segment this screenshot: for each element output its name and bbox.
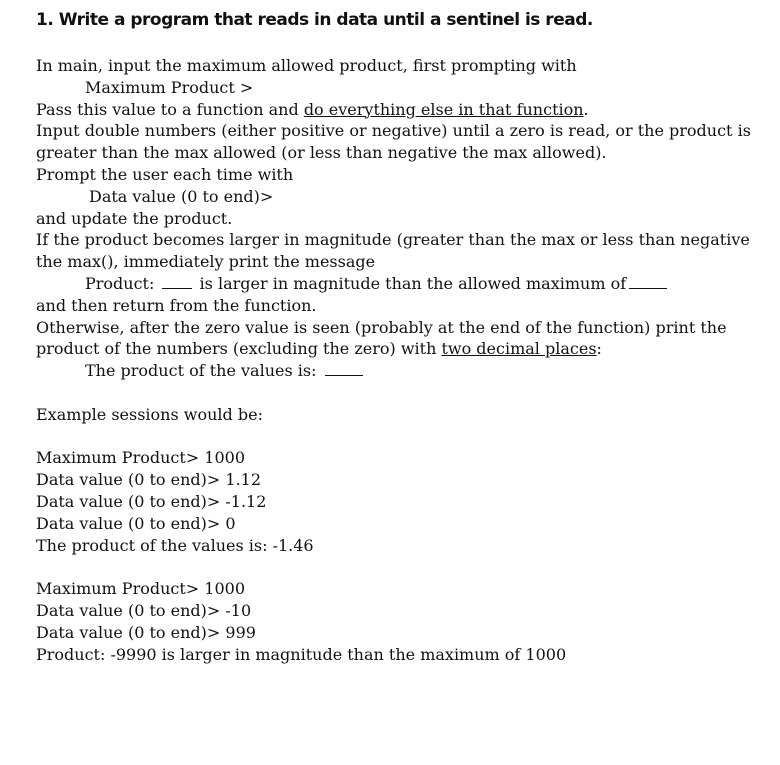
text-span: The product of the values is: [85, 361, 322, 381]
error-message-template [36, 273, 756, 295]
instruction-line: Otherwise, after the zero value is seen (probably at the end of the function) print the [36, 317, 727, 337]
example-session-2 [36, 578, 756, 665]
text-span: is larger in magnitude than the allowed maximum of [194, 273, 627, 293]
blank-line [162, 274, 192, 289]
session-line: Data value (0 to end)> 0 [36, 513, 236, 533]
session-line: The product of the values is: -1.46 [36, 535, 314, 555]
instruction-line: Prompt the user each time with [36, 164, 294, 184]
text-span: Product: [85, 273, 160, 293]
session-line: Product: -9990 is larger in magnitude than the maximum of 1000 [36, 644, 567, 664]
instruction-line: Input double numbers (either positive or negative) until a zero is read, or the product is [36, 121, 751, 141]
problem-heading: 1. Write a program that reads in data until a sentinel is read. [36, 10, 593, 30]
session-line: Data value (0 to end)> 1.12 [36, 470, 262, 490]
instruction-line: greater than the max allowed (or less than negative the max allowed). [36, 143, 607, 163]
examples-label: Example sessions would be: [36, 404, 263, 424]
text-span: Pass this value to a function and [36, 99, 304, 119]
instruction-line: and then return from the function. [36, 295, 317, 315]
underlined-text: two decimal places [441, 339, 597, 359]
underlined-text: do everything else in that function [303, 99, 584, 119]
example-session-1 [36, 447, 756, 556]
blank-line [325, 361, 363, 376]
instruction-line: In main, input the maximum allowed product, first prompting with [36, 56, 577, 75]
prompt-max-product: Maximum Product > [85, 77, 254, 97]
instruction-line: the max(), immediately print the message [36, 252, 376, 272]
text-span: . [583, 99, 589, 119]
prompt-data-value: Data value (0 to end)> [89, 186, 274, 206]
instruction-line [36, 99, 756, 121]
session-line: Maximum Product> 1000 [36, 579, 245, 599]
result-message-template [36, 360, 756, 382]
session-line: Data value (0 to end)> -10 [36, 600, 252, 620]
text-span: : [596, 339, 602, 359]
problem-body [36, 55, 756, 665]
instruction-line: If the product becomes larger in magnitude (greater than the max or less than negative [36, 230, 750, 250]
instruction-line: and update the product. [36, 208, 233, 228]
blank-line [629, 274, 667, 289]
session-line: Maximum Product> 1000 [36, 448, 245, 468]
session-line: Data value (0 to end)> -1.12 [36, 491, 267, 511]
instruction-line [36, 338, 756, 360]
text-span: product of the numbers (excluding the zero) with [36, 339, 442, 359]
session-line: Data value (0 to end)> 999 [36, 622, 256, 642]
